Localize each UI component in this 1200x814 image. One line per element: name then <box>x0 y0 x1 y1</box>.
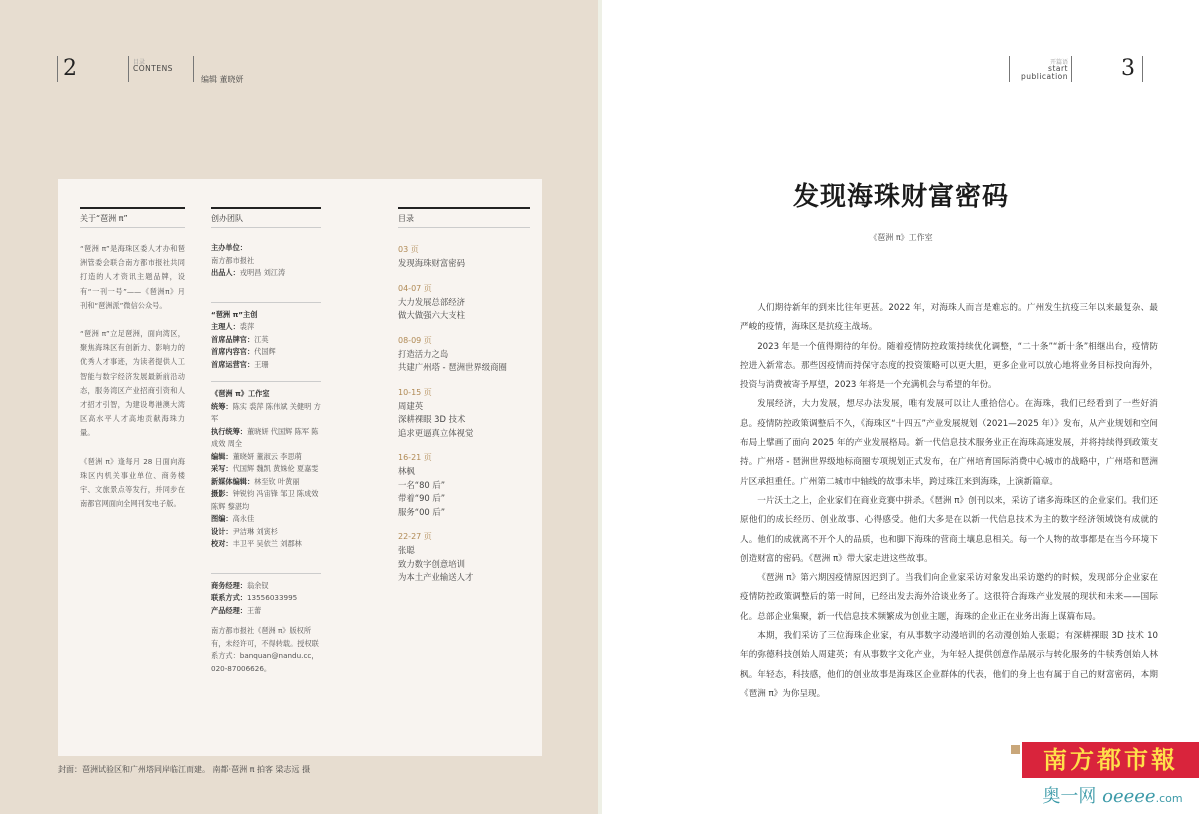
article-paragraph: 本期，我们采访了三位海珠企业家，有从事数字动漫培训的名动漫创始人张聪；有深耕裸眼 3D 技术 10 年的弥德科技创始人周建英；有从事数字文化产业，为年轻人提供创意作品展示与转化服务的牛犊秀创始人林枫。年轻态，科技感，他们的创业故事是海珠区企业群体的代表，他们的身上也有属于自己的财富密码，本期《琶洲 π》为你呈现。 <box>740 631 1158 699</box>
right-page <box>602 0 1200 814</box>
toc-title-line: 周建英 <box>398 400 424 411</box>
toc-page-range: 10-15 页 <box>398 387 432 397</box>
section-label-en-2: publication <box>1020 72 1068 81</box>
article-paragraph: 一片沃土之上，企业家们在商业竞赛中拼杀。《琶洲 π》创刊以来，采访了诸多海珠区的企业家们。我们还原他们的成长经历、创业故事、心得感受。他们大多是在以新一代信息技术为主的数字经济领域饶有成就的人。他们的成就离不开个人的品质，也和脚下海珠的营商土壤息息相关。每一个人物的故事都是在当今环境下创造财富的密码。《琶洲 π》带大家走进这些故事。 <box>740 495 1158 564</box>
page-number-bar <box>57 56 58 82</box>
divider <box>211 302 321 303</box>
business-line: 产品经理：王蕾 <box>211 605 262 615</box>
toc-title-line: 服务“00 后” <box>398 506 446 517</box>
cover-caption: 封面：琶洲试验区和广州塔同岸临江而建。 南都·琶洲 π 拍客 梁志远 摄 <box>58 765 311 774</box>
toc-title-line: 为本土产业输送人才 <box>398 572 474 582</box>
article-body <box>740 299 1158 704</box>
studio-line: 执行统筹：董晓妍 代国辉 陈军 陈成效 周全 <box>211 426 319 448</box>
site-tld: .com <box>1155 792 1183 805</box>
about-paragraph: “琶洲 π”是海珠区委人才办和琶洲管委会联合南方都市报社共同打造的人才资讯主题品牌，设有“一刊一号”——《琶洲π》月刊和“琶洲派”微信公众号。 <box>80 244 185 310</box>
founder-line: 主理人：裘萍 <box>211 322 255 331</box>
article-paragraph: 《琶洲 π》第六期因疫情原因迟到了。当我们向企业家采访对象发出采访邀约的时候，发现部分企业家在疫情防控政策调整后的第一时间，已经出发去海外洽谈业务了。这很符合海珠产业发展的现状和未来——国际化。总部企业集聚，新一代信息技术频繁成为创业主题，海珠的企业正在业务出海上谋篇布局。 <box>740 573 1158 622</box>
page-number: 2 <box>63 56 77 81</box>
toc-title-line: 致力数字创意培训 <box>398 558 465 569</box>
toc-entry[interactable] <box>398 333 530 375</box>
host-label: 主办单位： <box>211 243 247 252</box>
divider <box>211 573 321 574</box>
oeeee-logo <box>1025 782 1200 808</box>
about-column <box>80 207 185 525</box>
toc-title-line: 大力发展总部经济 <box>398 296 465 307</box>
end-mark-icon <box>1011 745 1020 754</box>
toc-entry[interactable] <box>398 450 530 519</box>
toc-entry[interactable] <box>398 281 530 323</box>
nandu-logo: 南方都市報 <box>1022 742 1199 778</box>
toc-title-line: 打造活力之岛 <box>398 348 449 359</box>
contents-panel <box>58 179 542 756</box>
article-byline: 《琶洲 π》工作室 <box>869 233 933 242</box>
page-number: 3 <box>1121 56 1135 81</box>
site-name-en: oeeee <box>1102 786 1156 807</box>
article-paragraph: 2023 年是一个值得期待的年份。随着疫情防控政策持续优化调整，“二十条”“新十条”相继出台，疫情防控进入新常态。那些因疫情而持保守态度的投资策略可以更大胆，更多企业可以放心地将业务目标投向海外，投资与消费被寄予厚望，2023 年将是一个充满机会与希望的年份。 <box>740 341 1158 391</box>
toc-title-line: 追求更逼真立体视觉 <box>398 427 474 438</box>
toc-title-line: 带着“90 后” <box>398 493 446 503</box>
toc-title-line: 张聪 <box>398 545 415 555</box>
article-title: 发现海珠财富密码 <box>792 182 1009 212</box>
toc-page-range: 03 页 <box>398 245 419 254</box>
business-line: 联系方式：13556033995 <box>211 593 298 602</box>
toc-page-range: 16-21 页 <box>398 453 432 462</box>
host-value: 南方都市报社 <box>211 255 255 265</box>
studio-line: 新媒体编辑：林至钦 叶黄丽 <box>211 476 300 486</box>
divider <box>211 381 321 382</box>
toc-page-range: 22-27 页 <box>398 532 432 541</box>
page-number-bar <box>1142 56 1143 82</box>
editor-bar <box>193 56 194 82</box>
section-label-en: CONTENS <box>133 64 173 73</box>
section-bar-right <box>1071 56 1072 82</box>
section-label-en-1: start <box>1048 64 1068 73</box>
studio-line: 图编：高永佳 <box>211 514 255 523</box>
toc-title-line: 林枫 <box>398 466 415 476</box>
column-rule <box>398 207 530 209</box>
column-rule <box>80 207 185 209</box>
toc-entry[interactable] <box>398 242 530 271</box>
team-heading: 创办团队 <box>211 213 321 228</box>
studio-line: 设计：尹洁琳 刘寅杉 <box>211 526 278 536</box>
toc-entry[interactable] <box>398 529 530 585</box>
toc-entry[interactable] <box>398 385 530 441</box>
toc-title-line: 共建广州塔 - 琶洲世界级商圈 <box>398 362 507 372</box>
about-paragraph: 《琶洲 π》逢每月 28 日面向海珠区内机关事业单位、商务楼宇、文旅景点等发行，并同步在南都官网面向全网刊发电子版。 <box>80 456 185 509</box>
business-line: 商务经理：翁余钗 <box>211 580 269 590</box>
about-paragraph: “琶洲 π”立足琶洲，面向湾区，聚焦海珠区有创新力、影响力的优秀人才事迹，为读者提供人工智能与数字经济发展最新前沿动态，服务湾区产业招商引资和人才招才引智，为建设粤港澳大湾区高水平人才高地贡献海珠力量。 <box>80 329 185 438</box>
about-heading: 关于“琶洲 π” <box>80 213 185 228</box>
studio-heading: 《琶洲 π》工作室 <box>211 389 270 398</box>
section-label-zh: 目录 <box>133 59 146 66</box>
toc-page-range: 08-09 页 <box>398 335 432 345</box>
founder-line: 首席品牌官：江英 <box>211 334 269 344</box>
studio-line: 统筹：陈实 裘萍 陈伟斌 关健明 方军 <box>211 401 321 423</box>
toc-column <box>398 207 530 585</box>
founder-line: 首席内容官：代国辉 <box>211 347 276 356</box>
toc-title-line: 一名“80 后” <box>398 479 446 490</box>
article-paragraph: 发展经济，大力发展，想尽办法发展，唯有发展可以让人重拾信心。在海珠，我们已经看到了一些好消息。疫情防控政策调整后不久，《海珠区“十四五”产业发展规划（2021—2025 年）》发布，从产业规划和空间布局上擘画了面向 2025 年的产业发展格局。新一代信息技术服务业正在海珠高速发展，并将持续得到政策支持。广州塔 - 琶洲世界级地标商圈专项规划正式发布，在广州培育国际消费中心城市的战略中，广州塔和琶洲片区承担重任。广州第二城市中轴线的故事未毕，跨过珠江来到海珠，上演新篇章。 <box>740 399 1158 487</box>
site-name-zh: 奥一网 <box>1042 786 1097 807</box>
toc-title-line: 做大做强六大支柱 <box>398 310 465 320</box>
founder-line: 首席运营官：王珊 <box>211 359 269 369</box>
editor-credit: 编辑 董晓妍 <box>201 75 244 84</box>
toc-page-range: 04-07 页 <box>398 283 432 293</box>
section-label-zh: 开篇语 <box>1049 59 1068 66</box>
team-column <box>211 207 321 675</box>
studio-line: 校对：丰卫平 吴依兰 刘郡林 <box>211 539 302 548</box>
studio-line: 采写：代国辉 魏凯 黄姝伦 夏嘉雯 <box>211 464 319 473</box>
toc-title-line: 发现海珠财富密码 <box>398 258 465 268</box>
founders-heading: “琶洲 π”主创 <box>211 309 258 319</box>
left-page <box>0 0 598 814</box>
studio-line: 摄影：钟锐钧 冯宙锋 邹卫 陈成效 陈辉 黎湛均 <box>211 489 319 511</box>
studio-line: 编辑：董晓妍 董淑云 李思萌 <box>211 451 302 461</box>
article-paragraph: 人们期待新年的到来比往年更甚。2022 年，对海珠人而言是难忘的。广州发生抗疫三年以来最复杂、最严峻的疫情，海珠区是抗疫主战场。 <box>740 303 1158 333</box>
toc-heading: 目录 <box>398 213 530 228</box>
producer-line: 出品人：戎明昌 刘江涛 <box>211 268 286 277</box>
column-rule <box>211 207 321 209</box>
toc-title-line: 深耕裸眼 3D 技术 <box>398 414 466 424</box>
copyright-notice: 南方都市报社《琶洲 π》版权所有，未经许可，不得转载。授权联系方式：banquan@nandu.cc，020-87006626。 <box>211 626 319 673</box>
section-bar <box>128 56 129 82</box>
